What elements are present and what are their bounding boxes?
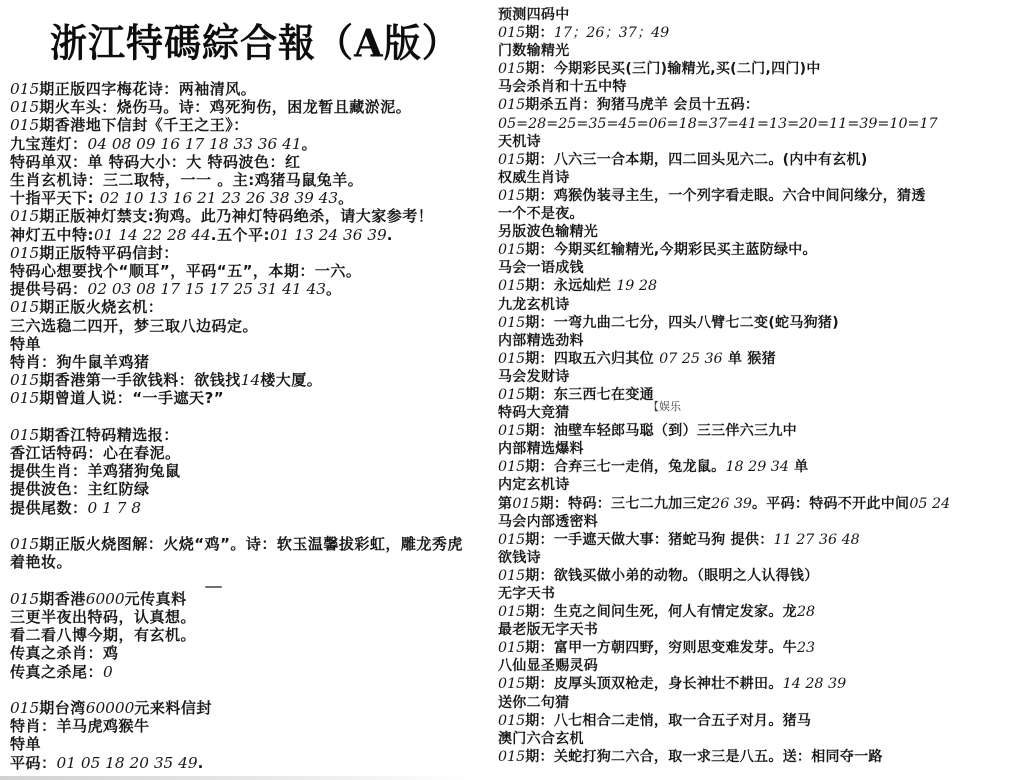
- text-line: 十指平天下: 02 10 13 16 21 23 26 38 39 43。: [10, 189, 354, 208]
- text-line: 九宝莲灯：04 08 09 16 17 18 33 36 41。: [10, 134, 318, 153]
- text-line: 传真之杀尾：0: [10, 662, 113, 681]
- text-line: 特肖：狗牛鼠羊鸡猪: [10, 353, 150, 372]
- text-line: 015期：鸡猴伪装寻主生，一个列字看走眼。六合中间问缘分，猜透: [498, 187, 926, 204]
- text-line: 015期香港第一手欲钱料：欲钱找14楼大厦。: [10, 371, 323, 390]
- text-line: 015期香港6000元传真料: [10, 589, 187, 608]
- stray-scan-mark: [205, 586, 222, 588]
- text-line: 三更半夜出特码，认真想。: [10, 607, 197, 626]
- text-line: 015期曾道人说：“一手遮天?”: [10, 389, 225, 408]
- text-line: 015期：八六三一合本期，四二回头见六二。(内中有玄机): [498, 151, 868, 168]
- text-line: 015期：一弯九曲二七分，四头八臂七二变(蛇马狗猪): [498, 314, 839, 331]
- text-line: 015期：东三西七在变通: [498, 386, 654, 403]
- text-line: 天机诗: [498, 133, 541, 150]
- text-line: 提供尾数：0 1 7 8: [10, 498, 142, 517]
- right-column: [498, 6, 1024, 766]
- text-line: 传真之杀肖：鸡: [10, 644, 119, 663]
- text-line: 特肖：羊马虎鸡猴牛: [10, 717, 150, 736]
- text-line: 香江话特码：心在春泥。: [10, 444, 181, 463]
- text-line: 015期：皮厚头顶双枪走，身长神壮不耕田。14 28 39: [498, 676, 847, 693]
- text-line: 015期：欲钱买做小弟的动物。（眼明之人认得钱）: [498, 567, 819, 584]
- text-line: 015期正版火烧玄机：: [10, 298, 164, 317]
- text-line: 门数输精光: [498, 43, 570, 60]
- text-line: 提供波色：主红防绿: [10, 480, 150, 499]
- text-line: 最老版无字天书: [498, 622, 599, 639]
- text-line: 第015期：特码：三七二九加三定26 39。平码：特码不开此中间05 24: [498, 495, 951, 512]
- text-line: 特单: [10, 735, 42, 754]
- text-line: 八仙显圣赐灵码: [498, 658, 599, 675]
- text-line: 看二看八博今期，有玄机。: [10, 626, 197, 645]
- text-line: 送你二句猜: [498, 694, 570, 711]
- text-line: 015期：四取五六归其位 07 25 36 单 猴猪: [498, 350, 776, 367]
- text-line: 015期：富甲一方朝四野，穷则思变难发芽。牛23: [498, 640, 816, 657]
- text-line: 015期香港地下信封《千王之王》：: [10, 116, 249, 135]
- text-line: [10, 408, 510, 426]
- text-line: 05=28=25=35=45=06=18=37=41=13=20=11=39=10=17: [498, 115, 938, 132]
- text-line: 015期：合弃三七一走俏，兔龙鼠。18 29 34 单: [498, 459, 809, 476]
- left-column: [10, 80, 510, 772]
- text-line: 提供号码：02 03 08 17 15 17 25 31 41 43。: [10, 280, 342, 299]
- text-line: 015期：关蛇打狗二六合，取一求三是八五。送：相同夺一路: [498, 748, 883, 765]
- text-line: 马会内部透密料: [498, 513, 599, 530]
- text-line: 015期正版四字梅花诗：两袖清风。: [10, 80, 257, 98]
- text-line: 提供生肖：羊鸡猪狗兔鼠: [10, 462, 181, 481]
- page-title: 浙江特碼綜合報（A版）: [50, 20, 460, 67]
- text-line: 权威生肖诗: [498, 169, 570, 186]
- text-line: 特码单双：单 特码大小：大 特码波色：红: [10, 152, 301, 171]
- text-line: 平码：01 05 18 20 35 49.: [10, 753, 204, 772]
- text-line: 015期：永远灿烂 19 28: [498, 278, 658, 295]
- text-line: 九龙玄机诗: [498, 296, 570, 313]
- scan-edge-artifact: [0, 776, 472, 780]
- text-line: 内定玄机诗: [498, 477, 570, 494]
- text-line: 特码心想要找个“顺耳”，平码“五”，本期：一六。: [10, 262, 362, 281]
- text-line: 015期杀五肖：狗猪马虎羊 会员十五码：: [498, 97, 760, 114]
- text-line: 特码大竞猜: [498, 405, 570, 422]
- text-line: 015期：今期彩民买(三门)输精光,买(二门,四门)中: [498, 61, 821, 78]
- text-line: 015期：油壁车轻郎马聪（到）三三伴六三九中: [498, 423, 797, 440]
- text-line: 015期香江特码精选报：: [10, 425, 179, 444]
- entertainment-watermark: 【娱乐: [648, 400, 681, 413]
- text-line: 一个不是夜。: [498, 206, 584, 223]
- text-line: 马会发财诗: [498, 368, 570, 385]
- text-line: 015期：17；26；37；49: [498, 25, 670, 42]
- text-line: 015期：八七相合二走悄，取一合五子对月。猪马: [498, 712, 812, 729]
- text-line: 澳门六合玄机: [498, 730, 584, 747]
- text-line: 神灯五中特:01 14 22 28 44.五个平:01 13 24 36 39.: [10, 225, 393, 244]
- text-line: 另版波色输精光: [498, 224, 599, 241]
- text-line: 015期正版神灯禁支:狗鸡。此乃神灯特码绝杀，请大家参考！: [10, 207, 434, 226]
- text-line: 预测四码中: [498, 7, 570, 23]
- text-line: 马会杀肖和十五中特: [498, 79, 627, 96]
- text-line: 015期火车头：烧伤马。诗：鸡死狗伤，困龙暂且藏淤泥。: [10, 98, 412, 117]
- text-line: 马会一语成钱: [498, 260, 584, 277]
- text-line: 015期正版特平码信封：: [10, 243, 179, 262]
- text-line: 着艳妆。: [10, 553, 73, 572]
- text-line: 015期：一手遮天做大事：猪蛇马狗 提供：11 27 36 48: [498, 531, 860, 548]
- text-line: [10, 571, 510, 589]
- text-line: 015期正版火烧图解：火烧“鸡”。诗：软玉温馨拔彩虹，雕龙秀虎: [10, 535, 463, 554]
- text-line: 无字天书: [498, 586, 556, 602]
- text-line: 生肖玄机诗：三二取特，一一 。主:鸡猪马鼠兔羊。: [10, 171, 364, 190]
- text-line: 015期：今期买红输精光,今期彩民买主蓝防绿中。: [498, 242, 817, 259]
- text-line: 015期台湾60000元来料信封: [10, 698, 212, 717]
- text-line: [10, 681, 510, 699]
- text-line: [10, 517, 510, 535]
- text-line: 三六选稳二四开，梦三取八边码定。: [10, 316, 259, 335]
- text-line: 015期：生克之间问生死，何人有情定发家。龙28: [498, 604, 816, 621]
- text-line: 内部精选爆料: [498, 441, 584, 458]
- text-line: 内部精选劲料: [498, 332, 584, 349]
- text-line: 欲钱诗: [498, 549, 541, 566]
- text-line: 特单: [10, 334, 42, 353]
